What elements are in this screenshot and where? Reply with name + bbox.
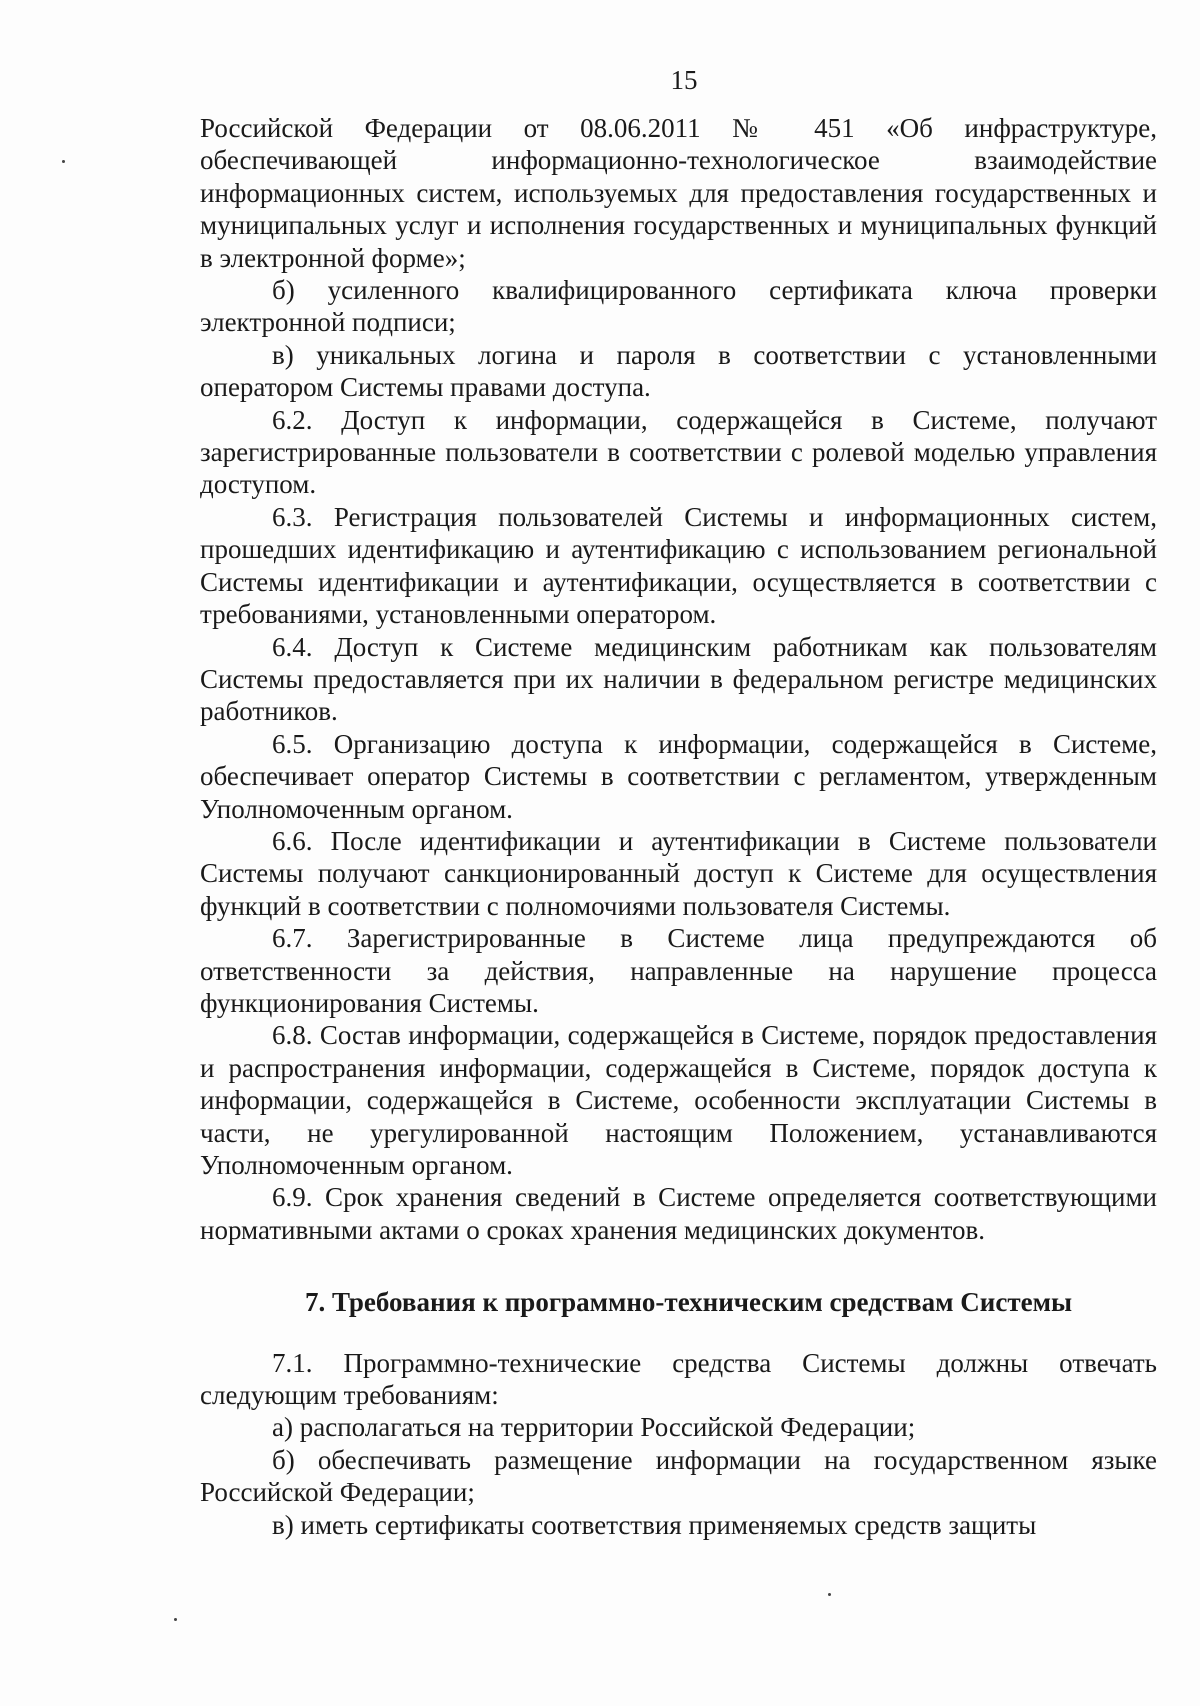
- paragraph-item-v-2: в) иметь сертификаты соответствия применяемых средств защиты: [272, 1509, 1037, 1540]
- paragraph-6-9: 6.9. Срок хранения сведений в Системе определяется соответствующими нормативными актами о сроках хранения медицинских документов.: [200, 1182, 1157, 1245]
- scan-speck: [828, 1593, 831, 1596]
- paragraph-item-b-2: б) обеспечивать размещение информации на государственном языке Российской Федерации;: [200, 1444, 1157, 1508]
- paragraph-item-b: б) усиленного квалифицированного сертификата ключа проверки электронной подписи;: [200, 275, 1157, 338]
- document-body: [200, 112, 1157, 1541]
- scan-speck: [62, 160, 65, 163]
- paragraph-continuation: Российской Федерации от 08.06.2011 № 451 «Об инфраструктуре, обеспечивающей информационно-технологическое взаимодействие информационных систем, используемых для предоставления государственных и муниципальных услуг и исполнения государственных и муниципальных функций в электронной форме»;: [200, 113, 1157, 273]
- paragraph-6-4: 6.4. Доступ к Системе медицинским работникам как пользователям Системы предоставляется при их наличии в федеральном регистре медицинских работников.: [200, 631, 1157, 727]
- paragraph-item-v: в) уникальных логина и пароля в соответствии с установленными оператором Системы правами доступа.: [200, 339, 1157, 403]
- paragraph-6-5: 6.5. Организацию доступа к информации, содержащейся в Системе, обеспечивает оператор Системы в соответствии с регламентом, утвержденным Уполномоченным органом.: [200, 728, 1157, 824]
- scan-speck: [174, 1618, 177, 1621]
- paragraph-6-6: 6.6. После идентификации и аутентификации в Системе пользователи Системы получают санкционированный доступ к Системе для осуществления функций в соответствии с полномочиями пользователя Системы.: [200, 825, 1157, 921]
- section-heading: 7. Требования к программно-техническим средствам Системы: [304, 1287, 1073, 1318]
- paragraph-7-1: 7.1. Программно-технические средства Системы должны отвечать следующим требованиям:: [200, 1347, 1157, 1411]
- paragraph-6-3: 6.3. Регистрация пользователей Системы и информационных систем, прошедших идентификацию и аутентификацию с использованием региональной Системы идентификации и аутентификации, осуществляется в соответствии с требованиями, установленными оператором.: [200, 501, 1157, 630]
- page-number: 15: [670, 65, 698, 95]
- paragraph-6-2: 6.2. Доступ к информации, содержащейся в Системе, получают зарегистрированные пользователи в соответствии с ролевой моделью управления доступом.: [200, 404, 1157, 500]
- paragraph-item-a: а) располагаться на территории Российской Федерации;: [272, 1412, 916, 1443]
- paragraph-6-8: 6.8. Состав информации, содержащейся в Системе, порядок предоставления и распространения информации, содержащейся в Системе, порядок доступа к информации, содержащейся в Системе, особенности эксплуатации Системы в части, не урегулированной настоящим Положением, устанавливаются Уполномоченным органом.: [200, 1020, 1157, 1180]
- paragraph-6-7: 6.7. Зарегистрированные в Системе лица предупреждаются об ответственности за действия, направленные на нарушение процесса функционирования Системы.: [200, 923, 1157, 1018]
